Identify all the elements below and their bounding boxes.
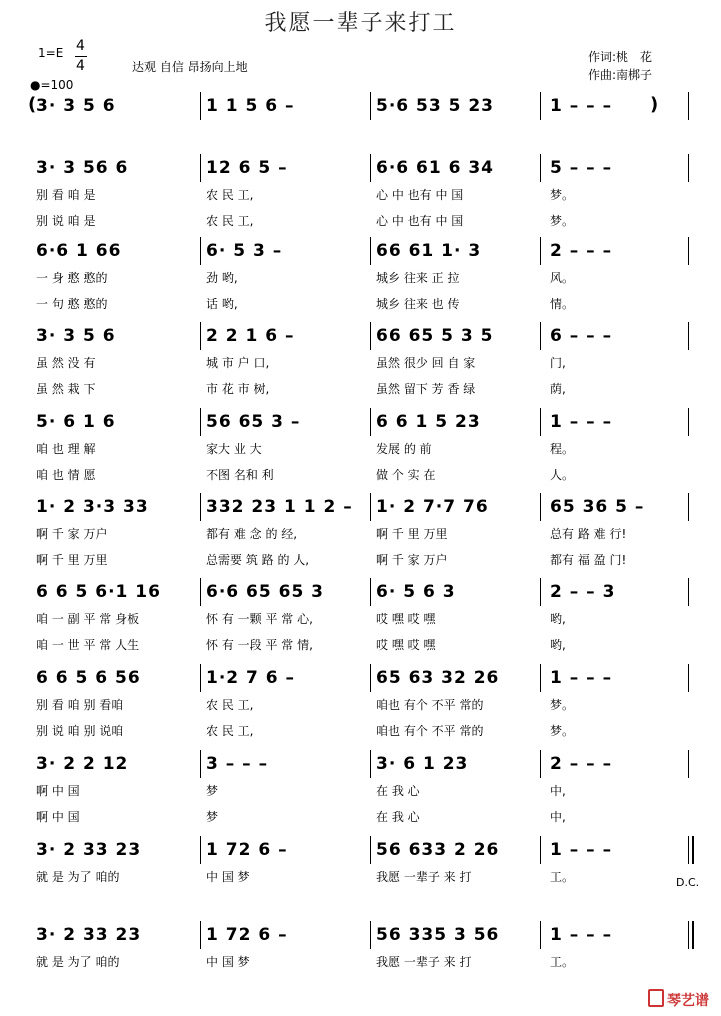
measure-notes: 3· 2 33 23 <box>36 925 142 945</box>
bar-line <box>370 154 371 182</box>
lyric-verse-1: 家大 业 大 <box>206 442 262 456</box>
bar-line <box>540 92 541 120</box>
score-system <box>0 158 721 238</box>
double-bar-line-thick <box>692 921 694 949</box>
lyric-verse-1: 工。 <box>550 870 575 884</box>
lyric-verse-1: 农 民 工, <box>206 188 254 202</box>
lyric-verse-1: 别 看 咱 是 <box>36 188 96 202</box>
bar-line <box>370 408 371 436</box>
measure-notes: 1 – – – <box>550 925 613 945</box>
tempo-mark: ●=100 <box>30 78 74 92</box>
measure-notes: 6 6 5 6 56 <box>36 668 141 688</box>
bar-line <box>200 154 201 182</box>
lyric-verse-1: 心 中 也有 中 国 <box>376 188 464 202</box>
lyric-verse-2: 别 说 咱 别 说咱 <box>36 724 124 738</box>
score-system <box>0 326 721 406</box>
double-bar-line <box>688 836 689 864</box>
lyric-verse-2: 总需要 筑 路 的 人, <box>206 553 310 567</box>
lyric-verse-2: 咱 也 情 愿 <box>36 468 96 482</box>
bar-line <box>200 237 201 265</box>
bar-line <box>540 664 541 692</box>
lyric-verse-1: 工。 <box>550 955 575 969</box>
lyric-verse-2: 农 民 工, <box>206 724 254 738</box>
lyric-verse-2: 不图 名和 利 <box>206 468 274 482</box>
bar-line <box>200 408 201 436</box>
lyric-verse-2: 哎 嘿 哎 嘿 <box>376 638 436 652</box>
intro-close-paren: ) <box>650 94 659 115</box>
bar-line <box>688 750 689 778</box>
lyric-verse-1: 啊 千 里 万里 <box>376 527 448 541</box>
lyric-verse-2: 城乡 往来 也 传 <box>376 297 460 311</box>
measure-notes: 1· 2 7·7 76 <box>376 497 489 517</box>
bar-line <box>370 836 371 864</box>
time-numerator: 4 <box>76 38 85 54</box>
double-bar-line-thick <box>692 836 694 864</box>
lyric-verse-2: 在 我 心 <box>376 810 420 824</box>
lyric-verse-2: 梦 <box>206 810 219 824</box>
measure-notes: 1 72 6 – <box>206 925 288 945</box>
lyric-verse-2: 人。 <box>550 468 575 482</box>
lyric-verse-2: 情。 <box>550 297 575 311</box>
bar-line <box>540 578 541 606</box>
composer-credit: 作曲:南梆子 <box>588 68 653 82</box>
measure-notes: 332 23 1 1 2 – <box>206 497 353 517</box>
bar-line <box>540 154 541 182</box>
measure-notes: 5· 6 1 6 <box>36 412 116 432</box>
lyric-verse-1: 梦 <box>206 784 219 798</box>
lyric-verse-2: 怀 有 一段 平 常 情, <box>206 638 313 652</box>
score-system <box>0 582 721 662</box>
double-bar-line <box>688 921 689 949</box>
lyric-verse-1: 城 市 户 口, <box>206 356 270 370</box>
lyric-verse-2: 话 哟, <box>206 297 238 311</box>
lyric-verse-1: 中, <box>550 784 566 798</box>
logo-icon <box>648 989 664 1007</box>
measure-notes: 3 – – – <box>206 754 269 774</box>
bar-line <box>200 750 201 778</box>
score-system <box>0 668 721 748</box>
bar-line <box>688 237 689 265</box>
bar-line <box>540 836 541 864</box>
measure-notes: 2 2 1 6 – <box>206 326 295 346</box>
measure-notes: 1 – – – <box>550 840 613 860</box>
bar-line <box>540 493 541 521</box>
lyricist-credit: 作词:桃 花 <box>588 50 653 64</box>
lyric-verse-1: 啊 中 国 <box>36 784 80 798</box>
measure-notes: 3· 3 56 6 <box>36 158 129 178</box>
lyric-verse-2: 农 民 工, <box>206 214 254 228</box>
measure-notes: 1· 2 3·3 33 <box>36 497 149 517</box>
lyric-verse-1: 咱 一 副 平 常 身板 <box>36 612 140 626</box>
lyric-verse-2: 都有 福 盈 门! <box>550 553 627 567</box>
lyric-verse-1: 城乡 往来 正 拉 <box>376 271 460 285</box>
measure-notes: 66 61 1· 3 <box>376 241 482 261</box>
bar-line <box>540 921 541 949</box>
measure-notes: 6· 5 6 3 <box>376 582 456 602</box>
score-system <box>0 754 721 834</box>
lyric-verse-1: 劲 哟, <box>206 271 238 285</box>
bar-line <box>370 664 371 692</box>
lyric-verse-1: 梦。 <box>550 698 575 712</box>
bar-line <box>200 836 201 864</box>
bar-line <box>200 578 201 606</box>
measure-notes: 3· 3 5 6 <box>36 326 116 346</box>
lyric-verse-2: 咱 一 世 平 常 人生 <box>36 638 140 652</box>
lyric-verse-2: 荫, <box>550 382 566 396</box>
lyric-verse-2: 哟, <box>550 638 566 652</box>
measure-notes: 12 6 5 – <box>206 158 288 178</box>
bar-line <box>540 322 541 350</box>
bar-line <box>370 921 371 949</box>
time-denominator: 4 <box>76 58 85 74</box>
measure-notes: 1 – – – <box>550 412 613 432</box>
lyric-verse-1: 我愿 一辈子 来 打 <box>376 870 472 884</box>
bar-line <box>370 578 371 606</box>
lyric-verse-1: 别 看 咱 别 看咱 <box>36 698 124 712</box>
measure-notes: 2 – – 3 <box>550 582 616 602</box>
lyric-verse-1: 啊 千 家 万户 <box>36 527 108 541</box>
measure-notes: 6·6 1 66 <box>36 241 122 261</box>
measure-notes: 1 1 5 6 – <box>206 96 295 116</box>
bar-line <box>200 664 201 692</box>
lyric-verse-1: 农 民 工, <box>206 698 254 712</box>
lyric-verse-1: 怀 有 一颗 平 常 心, <box>206 612 313 626</box>
site-logo: 琴艺谱 <box>648 989 709 1010</box>
song-title: 我愿一辈子来打工 <box>264 11 457 36</box>
lyric-verse-2: 梦。 <box>550 724 575 738</box>
bar-line <box>200 921 201 949</box>
measure-notes: 5·6 53 5 23 <box>376 96 495 116</box>
intro-open-paren: ( <box>28 94 37 115</box>
measure-notes: 2 – – – <box>550 754 613 774</box>
measure-notes: 6·6 65 65 3 <box>206 582 325 602</box>
lyric-verse-1: 中 国 梦 <box>206 955 250 969</box>
score-system <box>0 412 721 492</box>
lyric-verse-2: 心 中 也有 中 国 <box>376 214 464 228</box>
measure-notes: 65 63 32 26 <box>376 668 500 688</box>
lyric-verse-1: 咱 也 理 解 <box>36 442 96 456</box>
score-system <box>0 241 721 321</box>
lyric-verse-1: 发展 的 前 <box>376 442 432 456</box>
quarter-note-icon: ● <box>30 78 41 92</box>
measure-notes: 3· 2 33 23 <box>36 840 142 860</box>
lyric-verse-1: 门, <box>550 356 566 370</box>
measure-notes: 3· 6 1 23 <box>376 754 469 774</box>
lyric-verse-1: 哎 嘿 哎 嘿 <box>376 612 436 626</box>
lyric-verse-2: 啊 千 家 万户 <box>376 553 448 567</box>
measure-notes: 1 – – – <box>550 96 613 116</box>
lyric-verse-1: 我愿 一辈子 来 打 <box>376 955 472 969</box>
lyric-verse-1: 就 是 为了 咱的 <box>36 870 120 884</box>
lyric-verse-2: 啊 中 国 <box>36 810 80 824</box>
lyric-verse-1: 虽然 很少 回 自 家 <box>376 356 476 370</box>
lyric-verse-2: 别 说 咱 是 <box>36 214 96 228</box>
bar-line <box>688 408 689 436</box>
measure-notes: 3· 2 2 12 <box>36 754 129 774</box>
lyric-verse-1: 就 是 为了 咱的 <box>36 955 120 969</box>
lyric-verse-1: 虽 然 没 有 <box>36 356 96 370</box>
lyric-verse-2: 咱也 有个 不平 常的 <box>376 724 484 738</box>
lyric-verse-1: 中 国 梦 <box>206 870 250 884</box>
lyric-verse-1: 都有 难 念 的 经, <box>206 527 298 541</box>
key-signature: 1=E <box>38 46 64 60</box>
measure-notes: 65 36 5 – <box>550 497 645 517</box>
bar-line <box>370 237 371 265</box>
lyric-verse-1: 咱也 有个 不平 常的 <box>376 698 484 712</box>
bar-line <box>688 92 689 120</box>
lyric-verse-2: 梦。 <box>550 214 575 228</box>
lyric-verse-2: 市 花 市 树, <box>206 382 270 396</box>
measure-notes: 6· 5 3 – <box>206 241 283 261</box>
bar-line <box>370 322 371 350</box>
lyric-verse-1: 总有 路 难 行! <box>550 527 627 541</box>
measure-notes: 3· 3 5 6 <box>36 96 116 116</box>
lyric-verse-2: 做 个 实 在 <box>376 468 436 482</box>
bar-line <box>370 493 371 521</box>
measure-notes: 5 – – – <box>550 158 613 178</box>
bar-line <box>200 322 201 350</box>
bar-line <box>688 493 689 521</box>
lyric-verse-2: 虽然 留下 芳 香 绿 <box>376 382 476 396</box>
lyric-verse-1: 梦。 <box>550 188 575 202</box>
measure-notes: 1·2 7 6 – <box>206 668 296 688</box>
bar-line <box>688 154 689 182</box>
bar-line <box>688 578 689 606</box>
lyric-verse-1: 哟, <box>550 612 566 626</box>
lyric-verse-2: 虽 然 栽 下 <box>36 382 96 396</box>
measure-notes: 56 633 2 26 <box>376 840 500 860</box>
lyric-verse-2: 一 句 憨 憨的 <box>36 297 108 311</box>
score-system <box>0 840 721 920</box>
measure-notes: 6 6 5 6·1 16 <box>36 582 161 602</box>
bar-line <box>540 750 541 778</box>
lyric-verse-2: 中, <box>550 810 566 824</box>
expression-mark: 达观 自信 昂扬向上地 <box>132 60 248 74</box>
time-fraction-line <box>75 56 87 57</box>
bar-line <box>688 322 689 350</box>
bar-line <box>370 750 371 778</box>
lyric-verse-1: 风。 <box>550 271 575 285</box>
measure-notes: 6 – – – <box>550 326 613 346</box>
bar-line <box>540 237 541 265</box>
lyric-verse-1: 程。 <box>550 442 575 456</box>
bar-line <box>540 408 541 436</box>
score-system <box>0 497 721 577</box>
measure-notes: 56 335 3 56 <box>376 925 500 945</box>
lyric-verse-1: 一 身 憨 憨的 <box>36 271 108 285</box>
measure-notes: 6·6 61 6 34 <box>376 158 495 178</box>
lyric-verse-2: 啊 千 里 万里 <box>36 553 108 567</box>
bar-line <box>200 493 201 521</box>
bar-line <box>370 92 371 120</box>
bar-line <box>200 92 201 120</box>
measure-notes: 1 72 6 – <box>206 840 288 860</box>
measure-notes: 1 – – – <box>550 668 613 688</box>
score-system <box>0 925 721 1005</box>
measure-notes: 2 – – – <box>550 241 613 261</box>
lyric-verse-1: 在 我 心 <box>376 784 420 798</box>
da-capo-mark: D.C. <box>676 876 700 889</box>
measure-notes: 66 65 5 3 5 <box>376 326 494 346</box>
bar-line <box>688 664 689 692</box>
measure-notes: 56 65 3 – <box>206 412 301 432</box>
measure-notes: 6 6 1 5 23 <box>376 412 481 432</box>
